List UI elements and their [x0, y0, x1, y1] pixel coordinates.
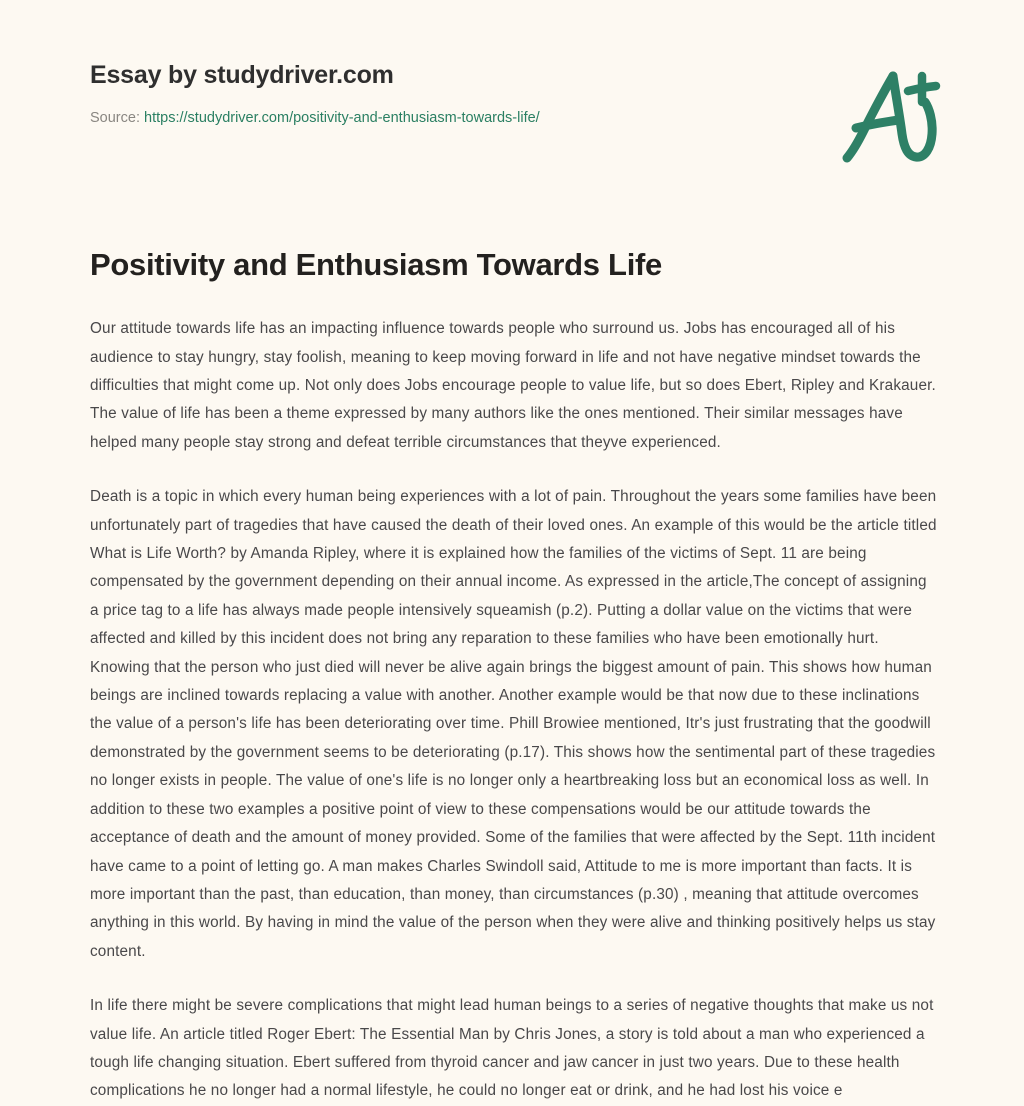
- brand-title: Essay by studydriver.com: [90, 61, 394, 89]
- source-line: [90, 110, 950, 127]
- studydriver-a-plus-logo: [830, 62, 950, 182]
- article-paragraph: Death is a topic in which every human being experiences with a lot of pain. Throughout the years some families have been unfortunately part of tragedies that have caused the death of their loved ones. An example of this would be the article titled What is Life Worth? by Amanda Ripley, where it is explained how the families of the victims of Sept. 11 are being compensated by the government depending on their annual income. As expressed in the article,The concept of assigning a price tag to a life has always made people intensively squeamish (p.2). Putting a dollar value on the victims that were affected and killed by this incident does not bring any reparation to these families who have been emotionally hurt. Knowing that the person who just died will never be alive again brings the biggest amount of pain. This shows how human beings are inclined towards replacing a value with another. Another example would be that now due to these inclinations the value of a person's life has been deteriorating over time. Phill Browiee mentioned, Itr's just frustrating that the goodwill demonstrated by the government seems to be deteriorating (p.17). This shows how the sentimental part of these tragedies no longer exists in people. The value of one's life is no longer only a heartbreaking loss but an economical loss as well. In addition to these two examples a positive point of view to these compensations would be our attitude towards the acceptance of death and the amount of money provided. Some of the families that were affected by the Sept. 11th incident have came to a point of letting go. A man makes Charles Swindoll said, Attitude to me is more important than facts. It is more important than the past, than education, than money, than circumstances (p.30) , meaning that attitude overcomes anything in this world. By having in mind the value of the person when they were alive and thinking positively helps us stay content.: [90, 488, 937, 960]
- article-paragraph: In life there might be severe complications that might lead human beings to a series of negative thoughts that make us not value life. An article titled Roger Ebert: The Essential Man by Chris Jones, a story is told about a man who experienced a tough life changing situation. Ebert suffered from thyroid cancer and jaw cancer in just two years. Due to these health complications he no longer had a normal lifestyle, he could no longer eat or drink, and he had lost his voice e: [90, 997, 934, 1100]
- a-plus-icon: [830, 62, 950, 182]
- article-container: [90, 246, 938, 1106]
- article-body: [90, 315, 938, 1106]
- source-url-link[interactable]: https://studydriver.com/positivity-and-enthusiasm-towards-life/: [144, 109, 540, 126]
- article-paragraph: Our attitude towards life has an impacting influence towards people who surround us. Jobs has encouraged all of his audience to stay hungry, stay foolish, meaning to keep moving forward in life and not have negative mindset towards the difficulties that might come up. Not only does Jobs encourage people to value life, but so does Ebert, Ripley and Krakauer. The value of life has been a theme expressed by many authors like the ones mentioned. Their similar messages have helped many people stay strong and defeat terrible circumstances that theyve experienced.: [90, 320, 936, 451]
- source-label: Source:: [90, 109, 140, 126]
- page-title: Positivity and Enthusiasm Towards Life: [90, 247, 662, 282]
